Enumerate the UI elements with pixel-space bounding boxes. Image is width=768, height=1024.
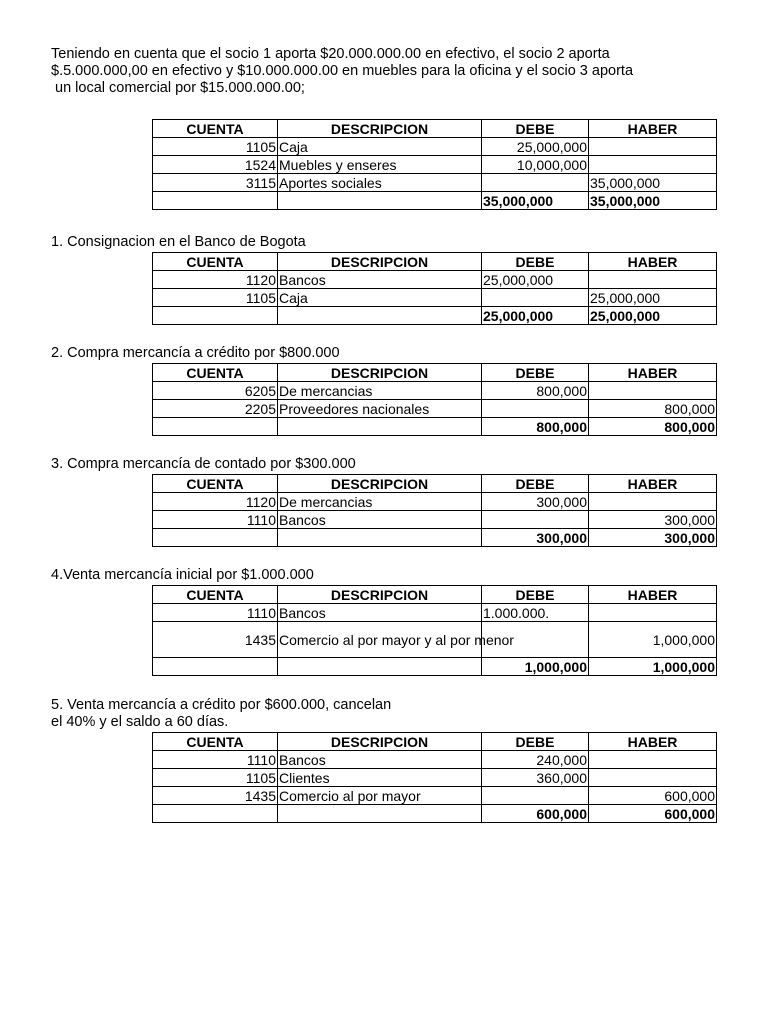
cell-cuenta: 1524 bbox=[153, 156, 278, 174]
cell-empty bbox=[278, 307, 482, 325]
intro-line: Teniendo en cuenta que el socio 1 aporta $20.000.000.00 en efectivo, el socio 2 aporta bbox=[51, 46, 610, 62]
table-row bbox=[153, 493, 717, 511]
cell-descripcion: Clientes bbox=[278, 769, 482, 787]
table-row bbox=[153, 400, 717, 418]
cell-haber: 800,000 bbox=[589, 400, 717, 418]
header-debe: DEBE bbox=[482, 364, 589, 382]
total-haber: 25,000,000 bbox=[589, 307, 717, 325]
cell-cuenta: 1105 bbox=[153, 289, 278, 307]
header-haber: HABER bbox=[589, 586, 717, 604]
header-descripcion: DESCRIPCION bbox=[278, 586, 482, 604]
entry-caption: 2. Compra mercancía a crédito por $800.000 bbox=[51, 345, 340, 361]
cell-haber bbox=[589, 271, 717, 289]
cell-empty bbox=[153, 529, 278, 547]
journal-table-aportes bbox=[152, 119, 717, 210]
table-row bbox=[153, 156, 717, 174]
cell-empty bbox=[153, 658, 278, 676]
table-header-row bbox=[153, 733, 717, 751]
total-haber: 300,000 bbox=[589, 529, 717, 547]
cell-descripcion: De mercancias bbox=[278, 382, 482, 400]
cell-descripcion: Bancos bbox=[278, 751, 482, 769]
total-haber: 800,000 bbox=[589, 418, 717, 436]
total-debe: 25,000,000 bbox=[482, 307, 589, 325]
header-debe: DEBE bbox=[482, 253, 589, 271]
cell-cuenta: 1105 bbox=[153, 138, 278, 156]
total-debe: 300,000 bbox=[482, 529, 589, 547]
cell-debe: 1.000.000. bbox=[482, 604, 589, 622]
table-row bbox=[153, 271, 717, 289]
cell-descripcion: Muebles y enseres bbox=[278, 156, 482, 174]
header-haber: HABER bbox=[589, 120, 717, 138]
cell-descripcion: Proveedores nacionales bbox=[278, 400, 482, 418]
journal-table-venta-credito bbox=[152, 732, 717, 823]
table-header-row bbox=[153, 253, 717, 271]
header-debe: DEBE bbox=[482, 120, 589, 138]
total-row bbox=[153, 192, 717, 210]
cell-descripcion: Comercio al por mayor bbox=[278, 787, 482, 805]
cell-haber: 1,000,000 bbox=[589, 622, 717, 658]
table-row bbox=[153, 604, 717, 622]
cell-haber bbox=[589, 138, 717, 156]
header-debe: DEBE bbox=[482, 475, 589, 493]
cell-cuenta: 1435 bbox=[153, 787, 278, 805]
cell-haber: 25,000,000 bbox=[589, 289, 717, 307]
cell-debe: 240,000 bbox=[482, 751, 589, 769]
cell-haber bbox=[589, 604, 717, 622]
header-descripcion: DESCRIPCION bbox=[278, 120, 482, 138]
cell-empty bbox=[153, 805, 278, 823]
cell-debe bbox=[482, 787, 589, 805]
header-debe: DEBE bbox=[482, 586, 589, 604]
cell-descripcion: Caja bbox=[278, 138, 482, 156]
cell-cuenta: 1120 bbox=[153, 271, 278, 289]
header-cuenta: CUENTA bbox=[153, 253, 278, 271]
cell-cuenta: 1435 bbox=[153, 622, 278, 658]
cell-debe bbox=[482, 289, 589, 307]
total-row bbox=[153, 418, 717, 436]
table-row bbox=[153, 289, 717, 307]
cell-debe bbox=[482, 511, 589, 529]
table-header-row bbox=[153, 475, 717, 493]
entry-caption: 5. Venta mercancía a crédito por $600.000, cancelan bbox=[51, 697, 392, 713]
header-debe: DEBE bbox=[482, 733, 589, 751]
cell-descripcion: Aportes sociales bbox=[278, 174, 482, 192]
entry-caption: 1. Consignacion en el Banco de Bogota bbox=[51, 234, 306, 250]
cell-descripcion: Comercio al por mayor y al por menor bbox=[278, 622, 482, 658]
header-cuenta: CUENTA bbox=[153, 733, 278, 751]
entry-caption: 4.Venta mercancía inicial por $1.000.000 bbox=[51, 567, 314, 583]
table-row bbox=[153, 138, 717, 156]
table-row bbox=[153, 787, 717, 805]
journal-table-compra-contado bbox=[152, 474, 717, 547]
total-debe: 35,000,000 bbox=[482, 192, 589, 210]
cell-cuenta: 6205 bbox=[153, 382, 278, 400]
header-cuenta: CUENTA bbox=[153, 475, 278, 493]
header-haber: HABER bbox=[589, 253, 717, 271]
total-haber: 1,000,000 bbox=[589, 658, 717, 676]
cell-empty bbox=[278, 529, 482, 547]
cell-haber: 600,000 bbox=[589, 787, 717, 805]
journal-table-compra-credito bbox=[152, 363, 717, 436]
table-row bbox=[153, 751, 717, 769]
header-cuenta: CUENTA bbox=[153, 120, 278, 138]
table-header-row bbox=[153, 364, 717, 382]
cell-debe: 800,000 bbox=[482, 382, 589, 400]
cell-descripcion: De mercancias bbox=[278, 493, 482, 511]
cell-cuenta: 1110 bbox=[153, 511, 278, 529]
cell-empty bbox=[278, 192, 482, 210]
cell-empty bbox=[278, 418, 482, 436]
intro-line: $.5.000.000,00 en efectivo y $10.000.000.00 en muebles para la oficina y el socio 3 aporta bbox=[51, 63, 634, 79]
total-haber: 600,000 bbox=[589, 805, 717, 823]
header-descripcion: DESCRIPCION bbox=[278, 733, 482, 751]
total-row bbox=[153, 805, 717, 823]
cell-debe: 300,000 bbox=[482, 493, 589, 511]
total-debe: 800,000 bbox=[482, 418, 589, 436]
cell-debe: 25,000,000 bbox=[482, 138, 589, 156]
cell-cuenta: 3115 bbox=[153, 174, 278, 192]
cell-cuenta: 1110 bbox=[153, 751, 278, 769]
total-row bbox=[153, 307, 717, 325]
cell-haber: 300,000 bbox=[589, 511, 717, 529]
header-haber: HABER bbox=[589, 475, 717, 493]
header-descripcion: DESCRIPCION bbox=[278, 364, 482, 382]
header-cuenta: CUENTA bbox=[153, 586, 278, 604]
cell-haber bbox=[589, 493, 717, 511]
cell-cuenta: 1120 bbox=[153, 493, 278, 511]
total-debe: 1,000,000 bbox=[482, 658, 589, 676]
total-debe: 600,000 bbox=[482, 805, 589, 823]
cell-descripcion: Bancos bbox=[278, 271, 482, 289]
total-row bbox=[153, 658, 717, 676]
journal-table-venta-inicial bbox=[152, 585, 717, 676]
cell-empty bbox=[153, 307, 278, 325]
header-descripcion: DESCRIPCION bbox=[278, 253, 482, 271]
cell-haber bbox=[589, 769, 717, 787]
cell-haber bbox=[589, 382, 717, 400]
header-haber: HABER bbox=[589, 733, 717, 751]
cell-descripcion: Bancos bbox=[278, 511, 482, 529]
cell-haber: 35,000,000 bbox=[589, 174, 717, 192]
header-cuenta: CUENTA bbox=[153, 364, 278, 382]
cell-empty bbox=[153, 418, 278, 436]
cell-cuenta: 1110 bbox=[153, 604, 278, 622]
journal-table-consignacion bbox=[152, 252, 717, 325]
entry-caption: 3. Compra mercancía de contado por $300.000 bbox=[51, 456, 356, 472]
table-row bbox=[153, 622, 717, 658]
header-haber: HABER bbox=[589, 364, 717, 382]
cell-haber bbox=[589, 751, 717, 769]
intro-line: un local comercial por $15.000.000.00; bbox=[51, 80, 305, 96]
cell-empty bbox=[278, 658, 482, 676]
entry-caption: el 40% y el saldo a 60 días. bbox=[51, 714, 229, 730]
table-header-row bbox=[153, 586, 717, 604]
cell-descripcion: Bancos bbox=[278, 604, 482, 622]
total-row bbox=[153, 529, 717, 547]
total-haber: 35,000,000 bbox=[589, 192, 717, 210]
cell-debe: 360,000 bbox=[482, 769, 589, 787]
table-row bbox=[153, 382, 717, 400]
cell-haber bbox=[589, 156, 717, 174]
cell-empty bbox=[278, 805, 482, 823]
table-row bbox=[153, 511, 717, 529]
cell-descripcion: Caja bbox=[278, 289, 482, 307]
cell-empty bbox=[153, 192, 278, 210]
table-row bbox=[153, 174, 717, 192]
cell-debe: 10,000,000 bbox=[482, 156, 589, 174]
cell-debe bbox=[482, 400, 589, 418]
cell-cuenta: 2205 bbox=[153, 400, 278, 418]
table-row bbox=[153, 769, 717, 787]
header-descripcion: DESCRIPCION bbox=[278, 475, 482, 493]
cell-debe bbox=[482, 174, 589, 192]
cell-debe: 25,000,000 bbox=[482, 271, 589, 289]
cell-cuenta: 1105 bbox=[153, 769, 278, 787]
table-header-row bbox=[153, 120, 717, 138]
intro-paragraph bbox=[51, 46, 751, 97]
